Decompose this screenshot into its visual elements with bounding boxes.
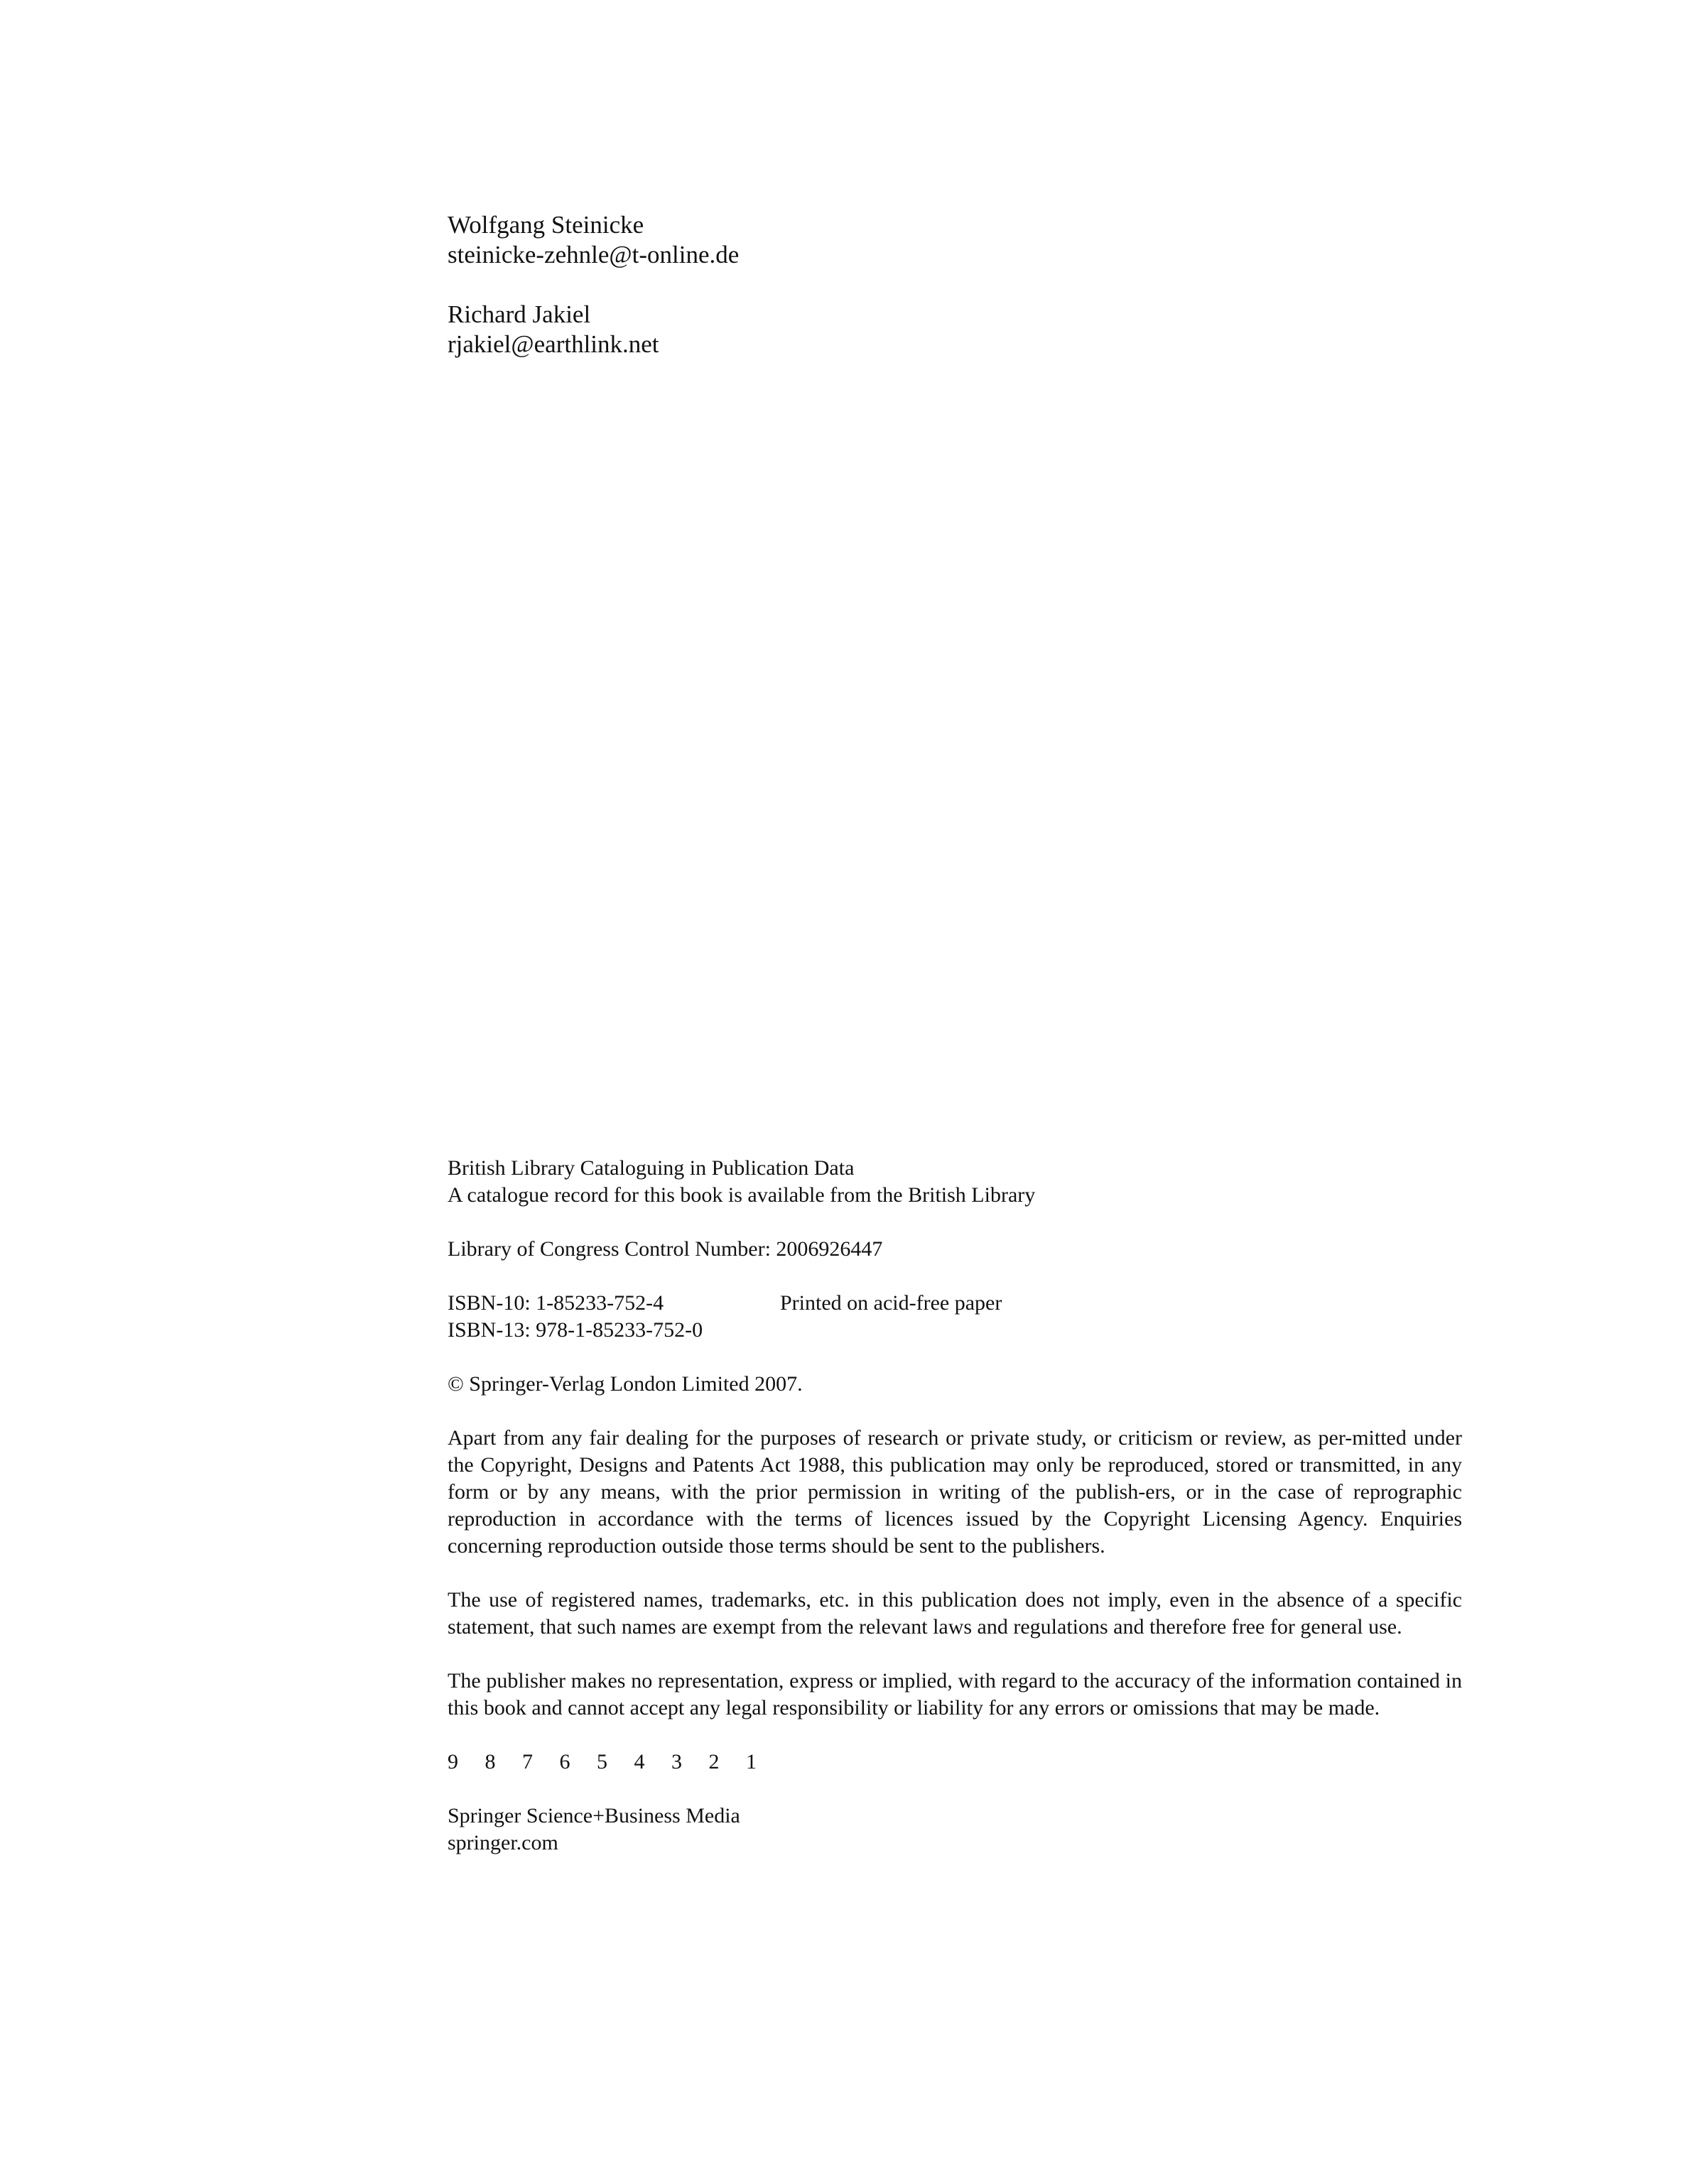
acid-free-note: Printed on acid-free paper	[780, 1291, 1002, 1315]
author-name: Wolfgang Steinicke	[448, 211, 644, 239]
cataloguing-block	[448, 1155, 1462, 1209]
imprint-section	[448, 1155, 1462, 1857]
cataloguing-record: A catalogue record for this book is available from the British Library	[448, 1183, 1036, 1207]
author-email: steinicke-zehnle@t-online.de	[448, 241, 740, 268]
isbn-row	[448, 1290, 1462, 1317]
isbn-13: ISBN-13: 978-1-85233-752-0	[448, 1318, 703, 1342]
author-contacts	[448, 210, 1087, 359]
printing-line: 9 8 7 6 5 4 3 2 1	[448, 1750, 767, 1773]
trademark-paragraph: The use of registered names, trademarks, etc. in this publication does not imply, even in the absence of a specific statement, that such names are exempt from the relevant laws and regulations and therefore free for general use.	[448, 1588, 1462, 1639]
isbn-block	[448, 1290, 1462, 1344]
copyright-notice: © Springer-Verlag London Limited 2007.	[448, 1372, 803, 1396]
isbn-10: ISBN-10: 1-85233-752-4	[448, 1291, 664, 1315]
publisher-website: springer.com	[448, 1831, 558, 1854]
publisher-block	[448, 1803, 1462, 1857]
author-email: rjakiel@earthlink.net	[448, 330, 659, 358]
rights-paragraph: Apart from any fair dealing for the purposes of research or private study, or criticism or review, as per-mitted under the Copyright, Designs and Patents Act 1988, this publication may only be reproduced, stored or transmitted, in any form or by any means, with the prior permission in writing of the publish-ers, or in the case of reprographic reproduction in accordance with the terms of licences issued by the Copyright Licensing Agency. Enquiries concerning reproduction outside those terms should be sent to the publishers.	[448, 1426, 1462, 1558]
cataloguing-title: British Library Cataloguing in Publication Data	[448, 1156, 855, 1180]
publisher-name: Springer Science+Business Media	[448, 1804, 740, 1827]
author-block	[448, 300, 1087, 359]
author-block	[448, 210, 1087, 270]
disclaimer-paragraph: The publisher makes no representation, express or implied, with regard to the accuracy of the information contained in this book and cannot accept any legal responsibility or liability for any errors or omissions that may be made.	[448, 1669, 1462, 1720]
author-name: Richard Jakiel	[448, 300, 591, 328]
lccn-line: Library of Congress Control Number: 2006926447	[448, 1237, 883, 1261]
